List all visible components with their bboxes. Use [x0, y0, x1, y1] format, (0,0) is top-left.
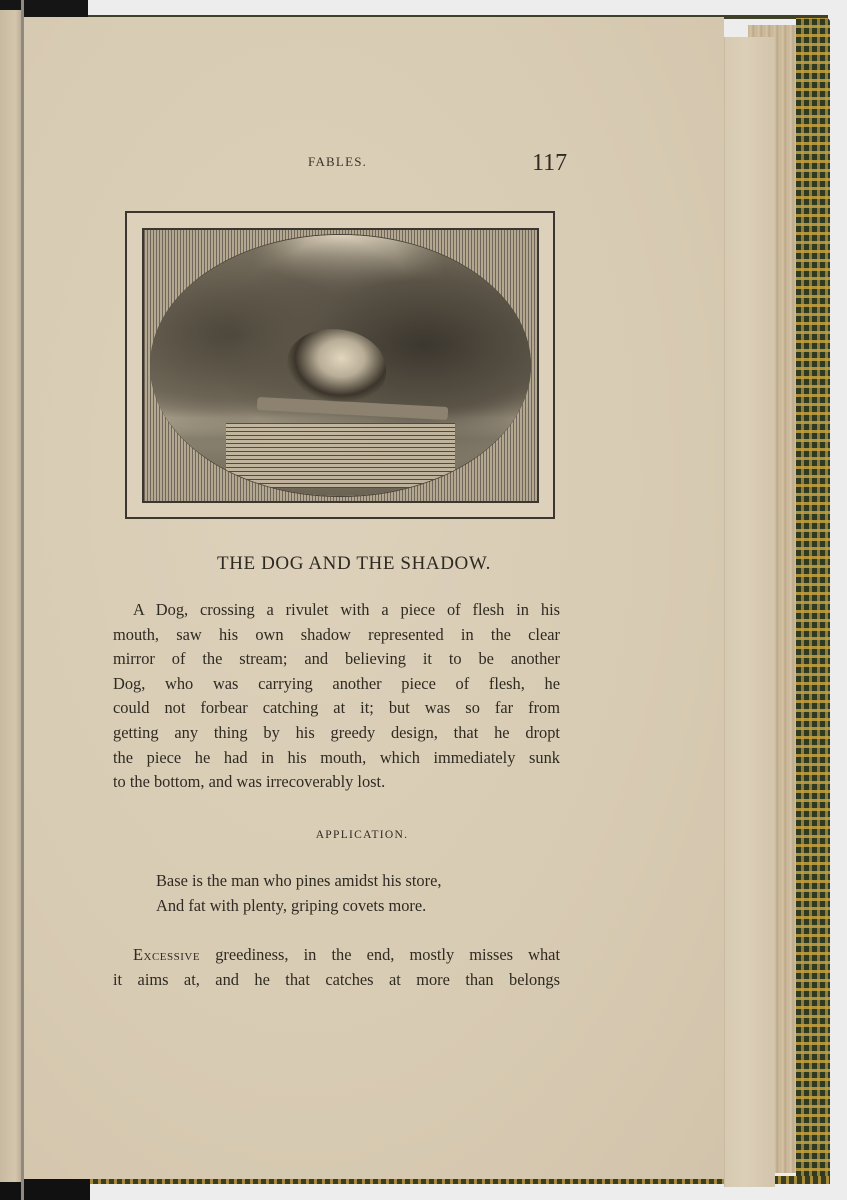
moral-lead-word: Excessive — [133, 945, 201, 964]
verse-line: Base is the man who pines amidst his store, — [156, 871, 442, 890]
fable-line: Dog, who was carrying another piece of flesh, he — [113, 673, 560, 693]
page-fold-shadow — [724, 37, 775, 1187]
verse-couplet — [156, 868, 441, 918]
fable-line: getting any thing by his greedy design, that he dropt — [113, 722, 560, 742]
page-number: 117 — [532, 150, 568, 176]
dog-figure — [287, 329, 386, 402]
moral-line: it aims at, and he that catches at more than belongs — [113, 970, 560, 989]
fable-body — [113, 598, 560, 795]
fable-line: could not forbear catching at it; but was so far from — [113, 698, 560, 718]
gilt-binding-edge — [796, 18, 830, 1180]
left-page-edge — [0, 10, 22, 1182]
fable-line: mouth, saw his own shadow represented in the clear — [113, 624, 560, 644]
moral-line — [113, 942, 560, 967]
fable-line: to the bottom, and was irrecoverably lost. — [113, 772, 386, 792]
woodcut-scene — [150, 235, 531, 496]
fable-line: mirror of the stream; and believing it to be another — [113, 649, 560, 669]
stream-water — [226, 423, 455, 488]
moral-paragraph — [113, 942, 560, 992]
fable-title: THE DOG AND THE SHADOW. — [217, 553, 491, 574]
application-heading: APPLICATION. — [315, 829, 409, 841]
moral-line-rest: greediness, in the end, mostly misses what — [200, 945, 560, 964]
woodcut-hatched-frame — [142, 228, 539, 503]
verse-line: And fat with plenty, griping covets more. — [156, 896, 427, 915]
fable-line: the piece he had in his mouth, which immediately sunk — [113, 747, 560, 767]
fable-line: A Dog, crossing a rivulet with a piece of flesh in his — [133, 600, 560, 619]
woodcut-illustration — [125, 211, 555, 519]
running-head: FABLES. — [308, 154, 368, 169]
